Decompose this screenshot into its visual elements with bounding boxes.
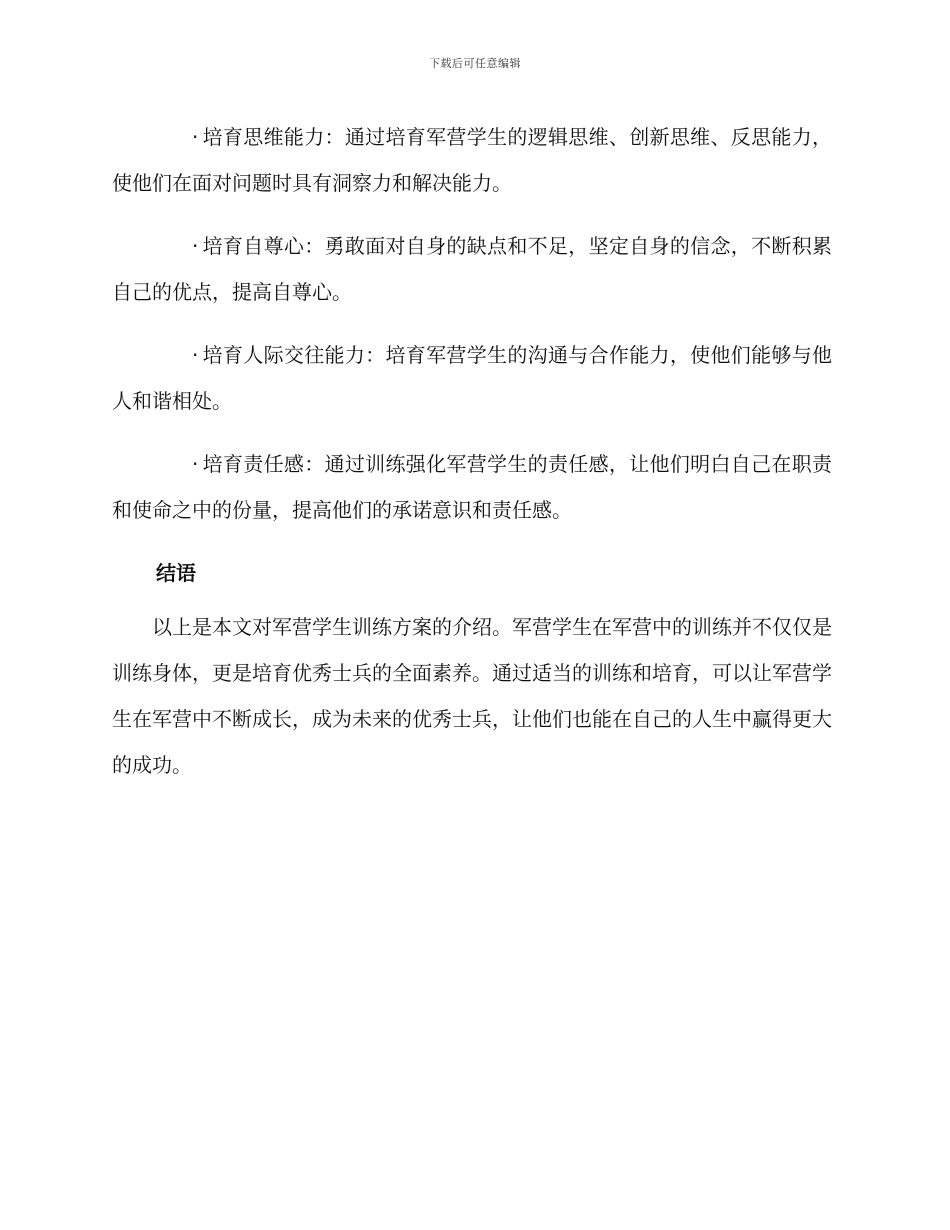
bullet-text: 培育思维能力：通过培育军营学生的逻辑思维、创新思维、反思能力，使他们在面对问题时具有洞察力和解决能力。: [112, 125, 832, 195]
conclusion-paragraph: 以上是本文对军营学生训练方案的介绍。军营学生在军营中的训练并不仅仅是训练身体，更是培育优秀士兵的全面素养。通过适当的训练和培育，可以让军营学生在军营中不断成长，成为未来的优秀士兵，让他们也能在自己的人生中赢得更大的成功。: [112, 615, 832, 777]
bullet-paragraph-interpersonal: [112, 332, 832, 424]
bullet-paragraph-thinking: [112, 114, 832, 206]
bullet-marker: ·: [192, 234, 199, 258]
bullet-text: 培育自尊心：勇敢面对自身的缺点和不足，坚定自身的信念，不断积累自己的优点，提高自尊心。: [112, 234, 832, 304]
bullet-text: 培育人际交往能力：培育军营学生的沟通与合作能力，使他们能够与他人和谐相处。: [112, 343, 832, 413]
document-body: [112, 114, 832, 805]
bullet-marker: ·: [192, 452, 199, 476]
bullet-paragraph-responsibility: [112, 441, 832, 533]
header-note: 下载后可任意编辑: [429, 57, 521, 70]
bullet-paragraph-self-esteem: [112, 223, 832, 315]
bullet-marker: ·: [192, 343, 199, 367]
bullet-marker: ·: [192, 125, 199, 149]
conclusion-heading: 结语: [156, 561, 196, 585]
bullet-text: 培育责任感：通过训练强化军营学生的责任感，让他们明白自己在职责和使命之中的份量，提高他们的承诺意识和责任感。: [112, 452, 832, 522]
